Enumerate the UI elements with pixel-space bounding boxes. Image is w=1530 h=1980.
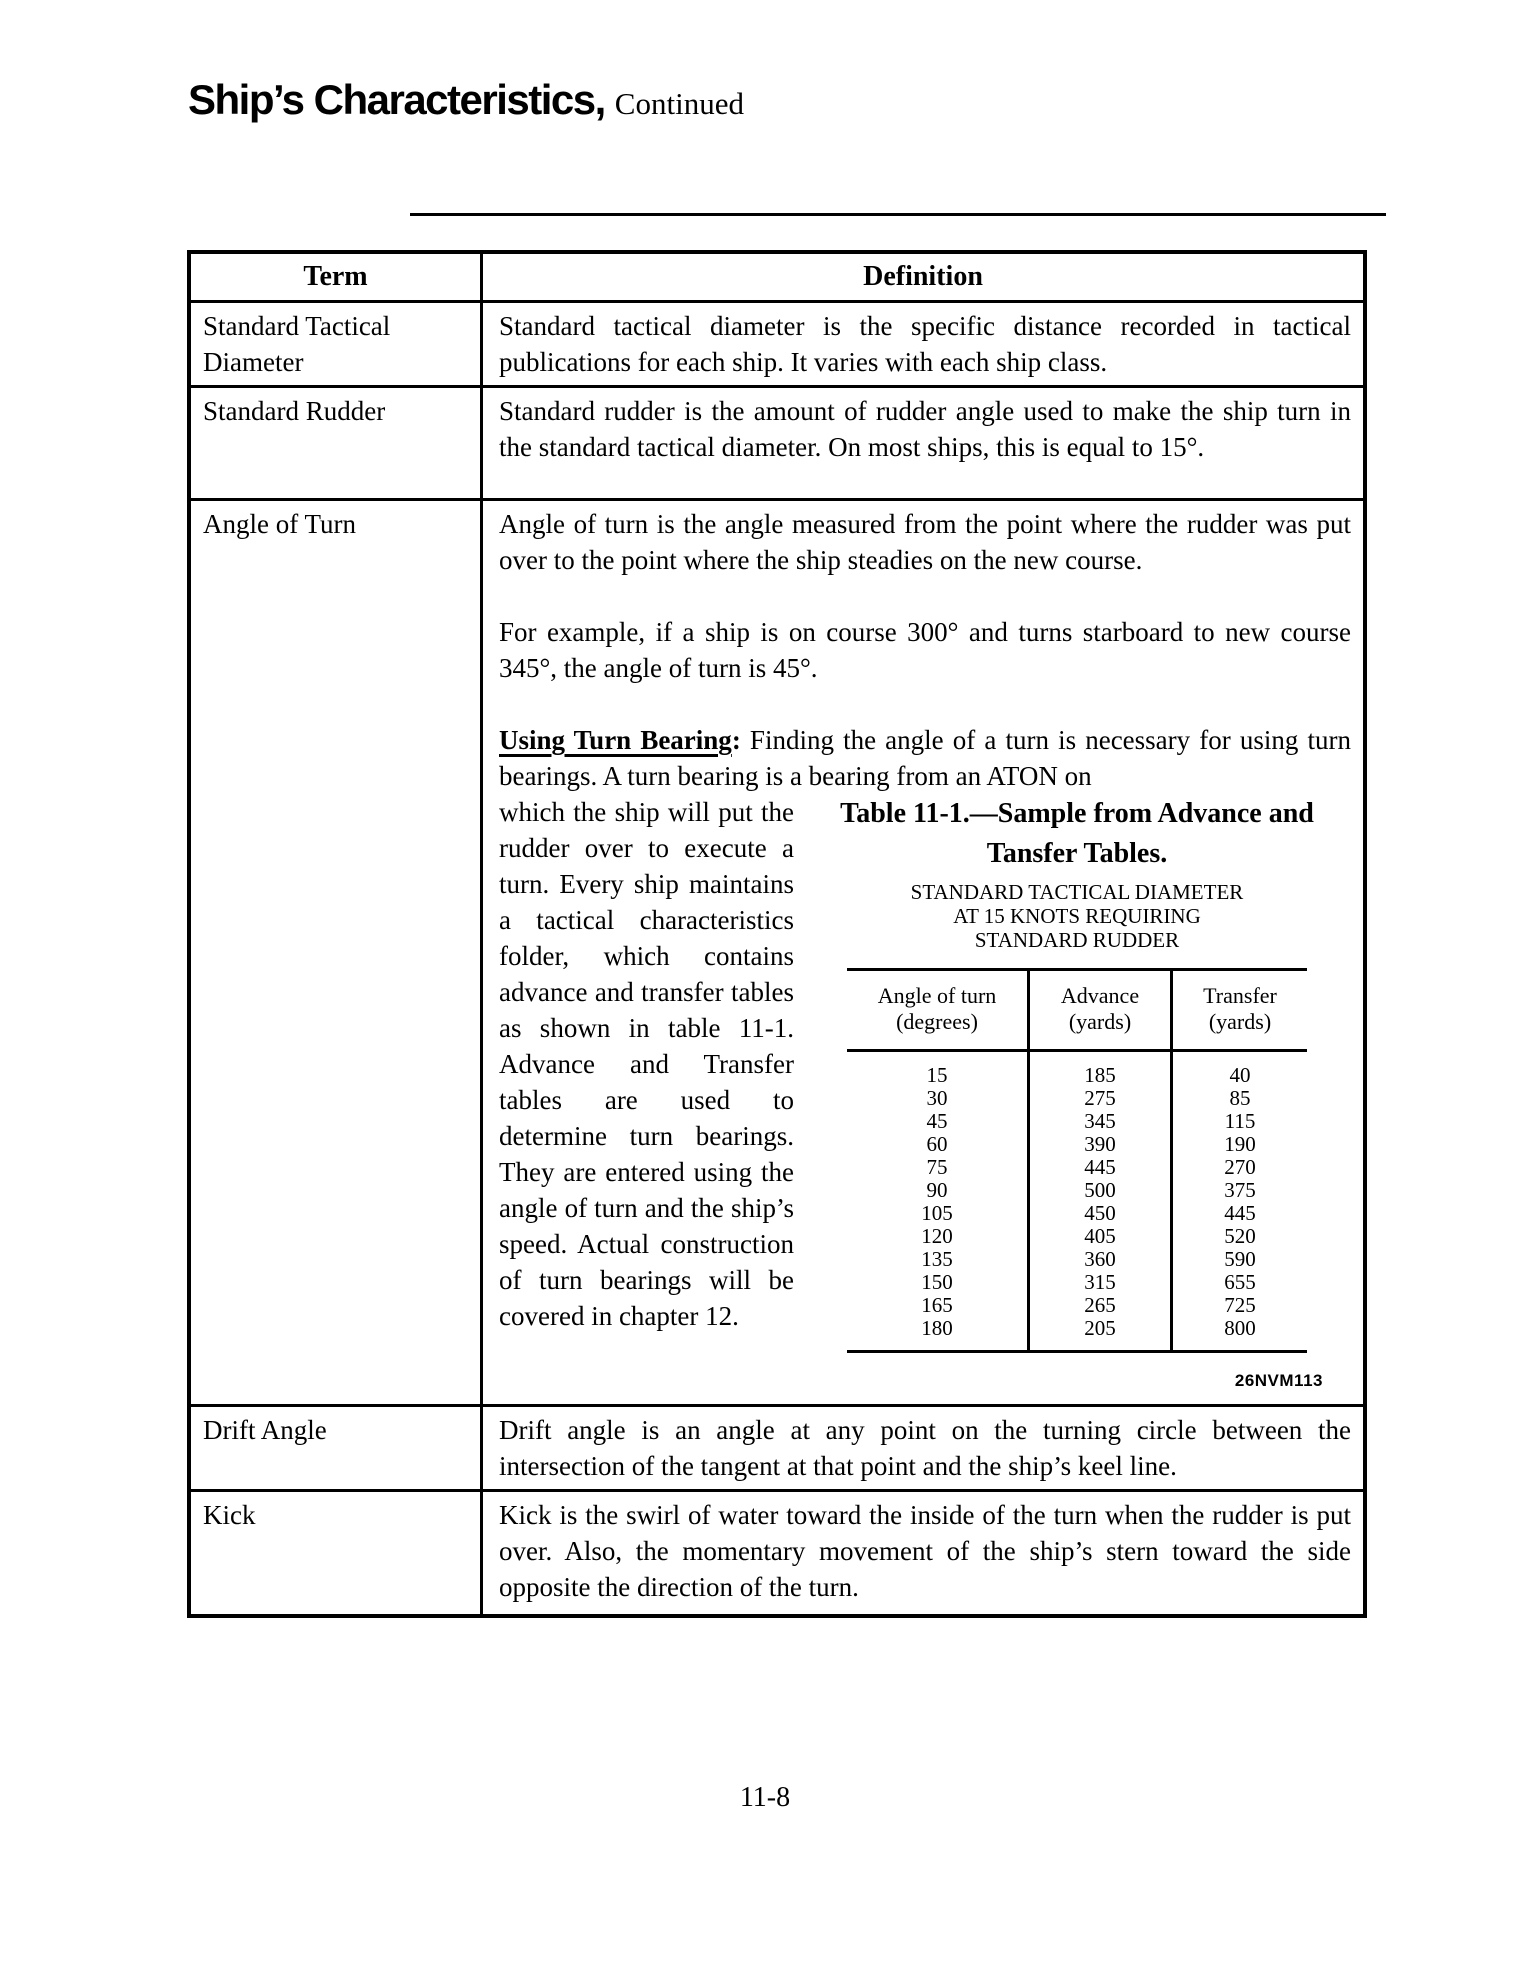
term-kick: Kick xyxy=(191,1492,483,1614)
table-cell: 40 xyxy=(1172,1051,1308,1088)
advance-transfer-table-body xyxy=(847,1051,1307,1352)
term-standard-tactical-diameter: Standard Tactical Diameter xyxy=(191,303,483,385)
definition-standard-rudder: Standard rudder is the amount of rudder angle used to make the ship turn in the standard tactical diameter. On most ships, this is equal to 15°. xyxy=(499,396,1351,462)
table-cell: 190 xyxy=(1172,1133,1308,1156)
glossary-table xyxy=(187,250,1367,1618)
table-row xyxy=(847,1087,1307,1110)
term-angle-of-turn: Angle of Turn xyxy=(191,501,483,1404)
table-cell: 360 xyxy=(1029,1248,1172,1271)
advance-transfer-figure xyxy=(803,794,1351,1399)
table-cell: 445 xyxy=(1172,1202,1308,1225)
term-standard-rudder: Standard Rudder xyxy=(191,388,483,498)
table-cell: 15 xyxy=(926,1063,948,1087)
table-row xyxy=(847,1133,1307,1156)
figure-credit-code: 26NVM113 xyxy=(1234,1371,1323,1390)
table-row xyxy=(847,1156,1307,1179)
table-cell: 445 xyxy=(1029,1156,1172,1179)
header-rule xyxy=(410,213,1386,216)
table-row xyxy=(847,1110,1307,1133)
table-cell: 390 xyxy=(1029,1133,1172,1156)
table-row xyxy=(191,1489,1363,1614)
table-row xyxy=(191,300,1363,385)
using-turn-bearing-heading: Using Turn Bearing xyxy=(499,725,732,755)
table-cell: 800 xyxy=(1172,1317,1308,1352)
table-row xyxy=(847,1271,1307,1294)
column-unit: (yards) xyxy=(1068,1009,1132,1034)
table-cell: 405 xyxy=(1029,1225,1172,1248)
advance-transfer-table xyxy=(847,968,1307,1353)
column-header-angle-of-turn xyxy=(847,970,1029,1051)
column-header-advance xyxy=(1029,970,1172,1051)
table-row xyxy=(191,385,1363,498)
figure-subtitle-line-1: STANDARD TACTICAL DIAMETER xyxy=(910,880,1244,904)
definition-standard-tactical-diameter: Standard tactical diameter is the specific distance recorded in tactical publications for each ship. It varies with each ship class. xyxy=(499,311,1351,377)
table-cell: 265 xyxy=(1029,1294,1172,1317)
table-cell: 30 xyxy=(926,1086,948,1110)
table-cell: 725 xyxy=(1172,1294,1308,1317)
table-row xyxy=(191,498,1363,1404)
page-title xyxy=(188,76,744,124)
table-row xyxy=(847,1202,1307,1225)
angle-of-turn-paragraph-1: Angle of turn is the angle measured from the point where the rudder was put over to the point where the ship steadies on the new course. xyxy=(499,509,1351,575)
table-row xyxy=(847,1317,1307,1352)
wrap-columns xyxy=(499,794,1351,1399)
table-cell: 655 xyxy=(1172,1271,1308,1294)
table-header-row xyxy=(847,970,1307,1051)
using-turn-bearing-paragraph xyxy=(499,722,1351,794)
definition-drift-angle: Drift angle is an angle at any point on the turning circle between the intersection of the tangent at that point and the ship’s keel line. xyxy=(499,1415,1351,1481)
definition-kick: Kick is the swirl of water toward the inside of the turn when the rudder is put over. Also, the momentary movement of the ship’s stern toward the side opposite the direction of the turn. xyxy=(499,1500,1351,1602)
table-cell: 85 xyxy=(1172,1087,1308,1110)
table-cell: 75 xyxy=(926,1155,948,1179)
table-cell: 520 xyxy=(1172,1225,1308,1248)
table-row xyxy=(191,1404,1363,1489)
table-cell: 185 xyxy=(1029,1051,1172,1088)
column-unit: (degrees) xyxy=(896,1009,978,1034)
table-cell: 90 xyxy=(926,1178,948,1202)
page-title-bold: Ship’s Characteristics, xyxy=(188,76,605,123)
figure-subtitle-line-2: AT 15 KNOTS REQUIRING xyxy=(953,904,1201,928)
table-row xyxy=(847,1294,1307,1317)
table-row xyxy=(847,1179,1307,1202)
wrapped-body-text: which the ship will put the rudder over to execute a turn. Every ship maintains a tactical characteristics folder, which contains advance and transfer tables as shown in table 11-1. Advance and Transfer tables are used to determine turn bearings. They are entered using the angle of turn and the ship’s speed. Actual construction of turn bearings will be covered in chapter 12. xyxy=(499,797,794,1331)
figure-subtitle-line-3: STANDARD RUDDER xyxy=(974,928,1180,952)
table-cell: 450 xyxy=(1029,1202,1172,1225)
glossary-header-definition: Definition xyxy=(863,261,983,292)
figure-subtitle xyxy=(803,880,1351,952)
angle-of-turn-paragraph-2: For example, if a ship is on course 300° and turns starboard to new course 345°, the angle of turn is 45°. xyxy=(499,617,1351,683)
table-cell: 120 xyxy=(921,1224,953,1248)
table-cell: 115 xyxy=(1172,1110,1308,1133)
column-unit: (yards) xyxy=(1208,1009,1272,1034)
table-cell: 105 xyxy=(921,1201,953,1225)
column-label: Angle of turn xyxy=(877,983,997,1008)
column-label: Transfer xyxy=(1203,983,1277,1008)
advance-transfer-table-header xyxy=(847,970,1307,1051)
using-turn-bearing-text: Finding the angle of a turn is necessary for using turn bearings. A turn bearing is a bearing from an ATON on xyxy=(499,725,1351,791)
table-row xyxy=(847,1051,1307,1088)
page-number: 11-8 xyxy=(739,1782,791,1813)
table-cell: 375 xyxy=(1172,1179,1308,1202)
table-cell: 315 xyxy=(1029,1271,1172,1294)
table-cell: 180 xyxy=(921,1316,953,1340)
page-title-continued: Continued xyxy=(614,86,744,121)
table-cell: 45 xyxy=(926,1109,948,1133)
table-cell: 135 xyxy=(921,1247,953,1271)
glossary-header-term: Term xyxy=(191,254,483,300)
table-row xyxy=(847,1225,1307,1248)
table-cell: 205 xyxy=(1029,1317,1172,1352)
column-header-transfer xyxy=(1172,970,1308,1051)
table-cell: 60 xyxy=(926,1132,948,1156)
table-cell: 275 xyxy=(1029,1087,1172,1110)
table-cell: 270 xyxy=(1172,1156,1308,1179)
figure-caption: Table 11-1.—Sample from Advance and Tansfer Tables. xyxy=(840,798,1314,869)
table-cell: 500 xyxy=(1029,1179,1172,1202)
table-row xyxy=(847,1248,1307,1271)
term-drift-angle: Drift Angle xyxy=(191,1407,483,1489)
table-cell: 150 xyxy=(921,1270,953,1294)
glossary-header-row xyxy=(191,254,1363,300)
table-cell: 590 xyxy=(1172,1248,1308,1271)
using-turn-bearing-colon: : xyxy=(731,725,741,755)
column-label: Advance xyxy=(1060,983,1140,1008)
definition-angle-of-turn xyxy=(483,501,1363,1404)
table-cell: 165 xyxy=(921,1293,953,1317)
table-cell: 345 xyxy=(1029,1110,1172,1133)
